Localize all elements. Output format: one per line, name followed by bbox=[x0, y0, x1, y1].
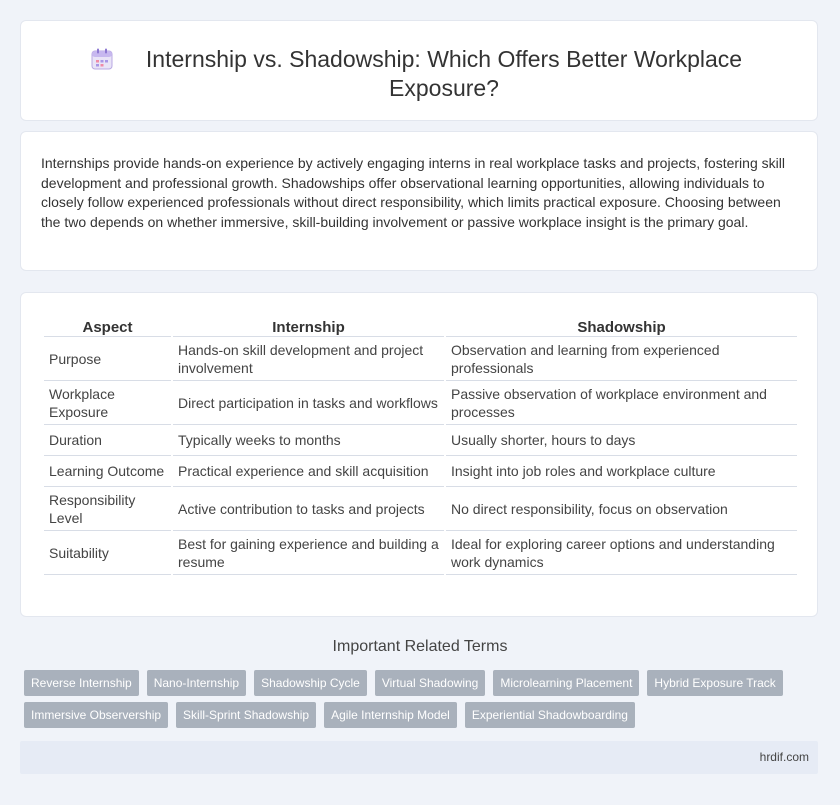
table-row bbox=[44, 425, 797, 456]
footer bbox=[20, 741, 818, 774]
intro-paragraph: Internships provide hands-on experience by actively engaging interns in real workplace tasks and projects, fostering skill development and professional growth. Shadowships offer observational learning opportunities, allowing individuals to closely follow experienced professionals without direct responsibility, which limits practical exposure. Choosing between the two depends on whether immersive, skill-building involvement or passive workplace insight is the primary goal. bbox=[41, 155, 785, 230]
aspect-cell: Learning Outcome bbox=[44, 456, 171, 487]
related-term-tag[interactable]: Agile Internship Model bbox=[324, 702, 457, 728]
table-row bbox=[44, 487, 797, 531]
table-row bbox=[44, 531, 797, 575]
related-terms-heading: Important Related Terms bbox=[332, 638, 508, 655]
related-term-tag[interactable]: Experiential Shadowboarding bbox=[465, 702, 635, 728]
header-aspect: Aspect bbox=[44, 315, 171, 337]
header-shadowship: Shadowship bbox=[446, 315, 797, 337]
shadowship-cell: Observation and learning from experienced professionals bbox=[446, 337, 797, 381]
table-row bbox=[44, 381, 797, 425]
table-row bbox=[44, 337, 797, 381]
shadowship-cell: Insight into job roles and workplace culture bbox=[446, 456, 797, 487]
shadowship-cell: Ideal for exploring career options and understanding work dynamics bbox=[446, 531, 797, 575]
internship-cell: Direct participation in tasks and workflows bbox=[173, 381, 444, 425]
table-row bbox=[44, 456, 797, 487]
related-term-tag[interactable]: Microlearning Placement bbox=[493, 670, 639, 696]
aspect-cell: Duration bbox=[44, 425, 171, 456]
footer-site-link[interactable]: hrdif.com bbox=[759, 750, 809, 764]
comparison-table-card bbox=[20, 292, 818, 617]
table-header-row bbox=[44, 315, 797, 337]
aspect-cell: Suitability bbox=[44, 531, 171, 575]
aspect-cell: Workplace Exposure bbox=[44, 381, 171, 425]
internship-cell: Practical experience and skill acquisition bbox=[173, 456, 444, 487]
internship-cell: Active contribution to tasks and projects bbox=[173, 487, 444, 531]
related-term-tag[interactable]: Skill-Sprint Shadowship bbox=[176, 702, 316, 728]
related-terms-list bbox=[24, 670, 814, 728]
related-term-tag[interactable]: Virtual Shadowing bbox=[375, 670, 486, 696]
internship-cell: Hands-on skill development and project involvement bbox=[173, 337, 444, 381]
shadowship-cell: Passive observation of workplace environment and processes bbox=[446, 381, 797, 425]
related-term-tag[interactable]: Reverse Internship bbox=[24, 670, 139, 696]
header-internship: Internship bbox=[173, 315, 444, 337]
shadowship-cell: No direct responsibility, focus on observation bbox=[446, 487, 797, 531]
shadowship-cell: Usually shorter, hours to days bbox=[446, 425, 797, 456]
related-term-tag[interactable]: Immersive Observership bbox=[24, 702, 168, 728]
internship-cell: Typically weeks to months bbox=[173, 425, 444, 456]
comparison-table bbox=[42, 315, 799, 575]
related-term-tag[interactable]: Hybrid Exposure Track bbox=[647, 670, 782, 696]
aspect-cell: Responsibility Level bbox=[44, 487, 171, 531]
internship-cell: Best for gaining experience and building a resume bbox=[173, 531, 444, 575]
related-term-tag[interactable]: Shadowship Cycle bbox=[254, 670, 367, 696]
page-title: Internship vs. Shadowship: Which Offers Better Workplace Exposure? bbox=[145, 46, 743, 101]
aspect-cell: Purpose bbox=[44, 337, 171, 381]
intro-card bbox=[20, 131, 818, 271]
related-term-tag[interactable]: Nano-Internship bbox=[147, 670, 246, 696]
title-card bbox=[20, 20, 818, 121]
